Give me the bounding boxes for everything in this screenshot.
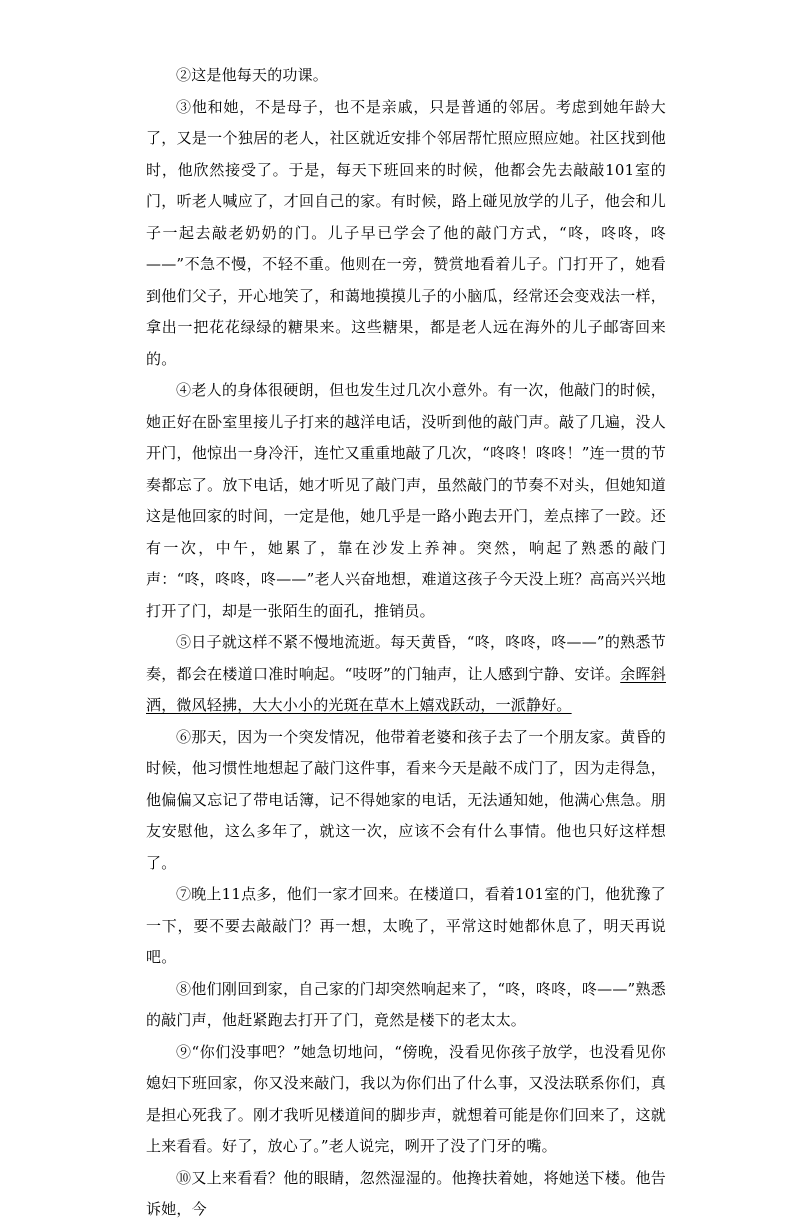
paragraph-3: ③他和她，不是母子，也不是亲戚，只是普通的邻居。考虑到她年龄大了，又是一个独居的老人，社区就近安排个邻居帮忙照应照应她。社区找到他时，他欣然接受了。于是，每天下班回来的时候，他都会先去敲敲101室的门，听老人喊应了，才回自己的家。有时候，路上碰见放学的儿子，他会和儿子一起去敲老奶奶的门。儿子早已学会了他的敲门方式，“咚，咚咚，咚——”不急不慢，不轻不重。他则在一旁，赞赏地看着儿子。门打开了，她看到他们父子，开心地笑了，和蔼地摸摸儿子的小脑瓜，经常还会变戏法一样，拿出一把花花绿绿的糖果来。这些糖果，都是老人远在海外的儿子邮寄回来的。 <box>146 97 666 368</box>
paragraph-7: ⑦晚上11点多，他们一家才回来。在楼道口，看着101室的门，他犹豫了一下，要不要去敲敲门？再一想，太晚了，平常这时她都休息了，明天再说吧。 <box>146 885 666 966</box>
paragraph-6: ⑥那天，因为一个突发情况，他带着老婆和孩子去了一个朋友家。黄昏的时候，他习惯性地想起了敲门这件事，看来今天是敲不成门了，因为走得急，他偏偏又忘记了带电话簿，记不得她家的电话，无法通知她，他满心焦急。朋友安慰他，这么多年了，就这一次，应该不会有什么事情。他也只好这样想了。 <box>146 727 666 872</box>
paragraph-9: ⑨“你们没事吧？”她急切地问，“傍晚，没看见你孩子放学，也没看见你媳妇下班回家，你又没来敲门，我以为你们出了什么事，又没法联系你们，真是担心死我了。刚才我听见楼道间的脚步声，就想着可能是你们回来了，这就上来看看。好了，放心了。”老人说完，咧开了没了门牙的嘴。 <box>146 1042 666 1155</box>
paragraph-2: ②这是他每天的功课。 <box>176 66 329 84</box>
underlined-sentence: 余晖斜洒，微风轻拂，大大小小的光斑在草木上嬉戏跃动，一派静好。 <box>146 664 666 714</box>
paragraph-4: ④老人的身体很硬朗，但也发生过几次小意外。有一次，他敲门的时候，她正好在卧室里接儿子打来的越洋电话，没听到他的敲门声。敲了几遍，没人开门，他惊出一身冷汗，连忙又重重地敲了几次，“咚咚！咚咚！”连一贯的节奏都忘了。放下电话，她才听见了敲门声，虽然敲门的节奏不对头，但她知道这是他回家的时间，一定是他，她几乎是一路小跑去开门，差点摔了一跤。还有一次，中午，她累了，靠在沙发上养神。突然，响起了熟悉的敲门声：“咚，咚咚，咚——”老人兴奋地想，难道这孩子今天没上班？高高兴兴地打开了门，却是一张陌生的面孔，推销员。 <box>146 381 666 620</box>
paragraph-5 <box>146 627 666 722</box>
paragraph-8: ⑧他们刚回到家，自己家的门却突然响起来了，“咚，咚咚，咚——”熟悉的敲门声，他赶紧跑去打开了门，竟然是楼下的老太太。 <box>146 979 666 1029</box>
paragraph-5-text: ⑤日子就这样不紧不慢地流逝。每天黄昏，“咚，咚咚，咚——”的熟悉节奏，都会在楼道口准时响起。“吱呀”的门轴声，让人感到宁静、安详。 <box>146 633 666 683</box>
paragraph-10: ⑩又上来看看？他的眼睛，忽然湿湿的。他搀扶着她，将她送下楼。他告诉她，今 <box>146 1168 666 1218</box>
document-page <box>146 60 666 1226</box>
